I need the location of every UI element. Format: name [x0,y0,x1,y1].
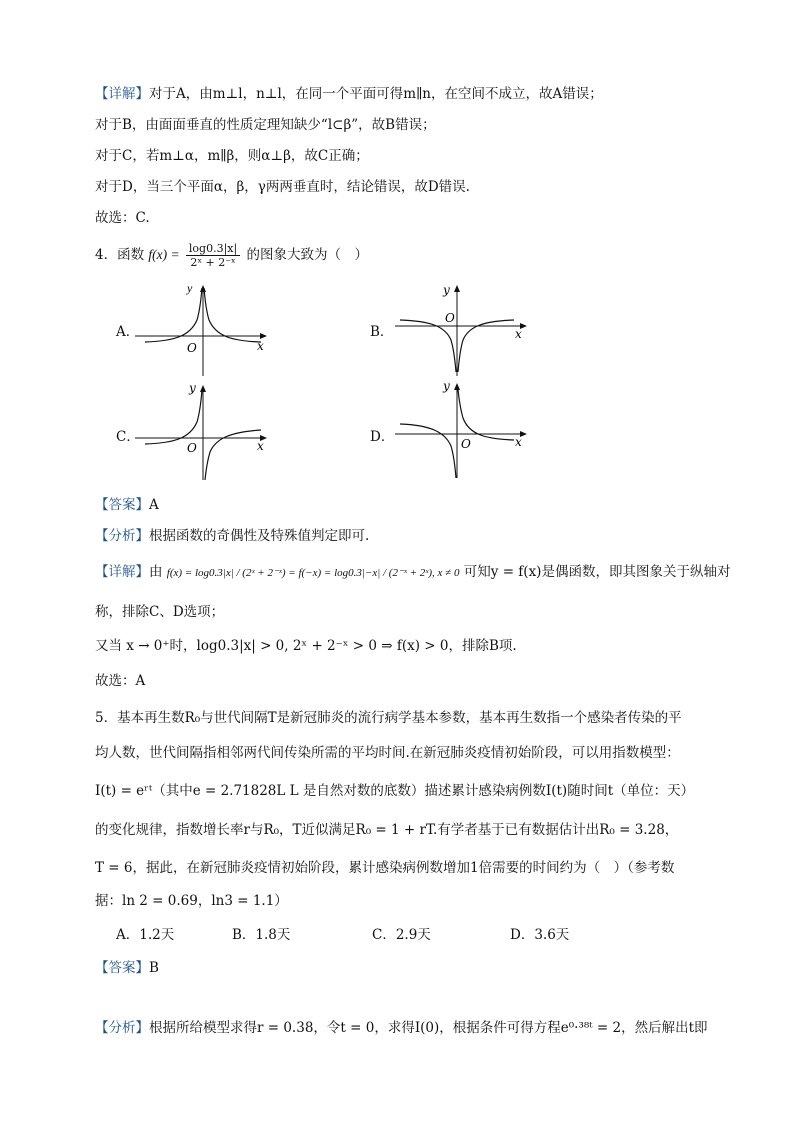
graph-b-x-label: x [515,327,522,341]
q4-fx: f(x) = [148,247,180,262]
q5-line2: 均人数，世代间隔指相邻两代间传染所需的平均时间.在新冠肺炎疫情初始阶段，可以用指数模型： [95,745,680,761]
q3-detail-line3: 对于C，若m⊥α，m∥β，则α⊥β，故C正确； [95,148,369,164]
q5-answer [95,958,159,978]
q5-option-b: B．1.8天 [232,927,291,943]
graph-c [135,380,275,485]
q4-detail-line3: 又当 x → 0⁺时，log0.3|x| > 0, 2ˣ + 2⁻ˣ > 0 ⇒ f(x) > 0，排除B项. [95,638,517,654]
q4-frac-den: 2ˣ + 2⁻ˣ [190,256,236,269]
q5-line1: 5．基本再生数R₀与世代间隔T是新冠肺炎的流行病学基本参数，基本再生数指一个感染者传染的平 [95,710,682,726]
graph-c-x-label: x [257,439,264,453]
answer-tag: 【答案】 [95,960,149,976]
graph-a-origin: O [187,341,197,355]
q3-detail-line1 [95,84,603,104]
detail-text: 对于A，由m⊥l，n⊥l，在同一个平面可得m∥n，在空间不成立，故A错误； [149,86,603,102]
option-a-label: A． [116,324,140,340]
analysis-text: 根据所给模型求得r = 0.38，令t = 0，求得I(0)，根据条件可得方程e⁰·³⁸ᵗ = 2，然后解出t即 [149,1020,708,1036]
q4-answer [95,495,159,515]
detail-tag: 【详解】 [95,564,149,580]
q3-detail-line4: 对于D，当三个平面α，β，γ两两垂直时，结论错误，故D错误. [95,179,470,195]
graph-b [395,280,535,380]
graph-b-y-label: y [443,283,450,297]
graph-b-origin: O [445,311,455,325]
graph-a [135,280,275,380]
analysis-tag: 【分析】 [95,528,149,544]
detail-text: 由 [149,564,163,580]
q5-option-a: A．1.2天 [116,927,175,943]
graph-a-x-label: x [257,339,264,353]
q4-analysis [95,526,369,546]
graph-d-origin: O [461,437,471,451]
option-c-label: C． [116,429,140,445]
q5-line4: 的变化规律，指数增长率r与R₀，T近似满足R₀ = 1 + rT.有学者基于已有数据估计出R₀ = 3.28， [95,822,679,838]
q5-option-d: D．3.6天 [510,927,570,943]
answer-value: B [149,960,159,976]
graph-d-y-label: y [443,379,450,393]
graph-c-y-label: y [189,381,196,395]
detail-equation: f(x) = log0.3|x| / (2ˣ + 2⁻ˣ) = f(−x) = log0.3|−x| / (2⁻ˣ + 2ˣ), x ≠ 0 [166,567,460,579]
q5-analysis [95,1018,708,1038]
graph-d [395,378,535,483]
q3-detail-line2: 对于B，由面面垂直的性质定理知缺少“l⊂β”，故B错误； [95,117,436,133]
q4-fraction [186,242,240,269]
q5-line6: 据：ln 2 = 0.69，ln3 = 1.1） [95,893,288,909]
graph-c-origin: O [187,441,197,455]
analysis-text: 根据函数的奇偶性及特殊值判定即可. [149,528,370,544]
answer-tag: 【答案】 [95,497,149,513]
analysis-tag: 【分析】 [95,1020,149,1036]
q3-choice: 故选：C. [95,210,150,226]
detail-tag: 【详解】 [95,86,149,102]
q5-line3: I(t) = eʳᵗ（其中e = 2.71828L L 是自然对数的底数）描述累计感染病例数I(t)随时间t（单位：天） [95,783,695,799]
q4-choice: 故选：A [95,673,146,689]
q4-prefix: 4．函数 [95,247,145,263]
graph-d-x-label: x [515,435,522,449]
answer-value: A [149,497,159,513]
graph-a-y-label: y [187,281,193,295]
q4-frac-num: log0.3|x| [186,242,240,256]
q5-line5: T = 6，据此，在新冠肺炎疫情初始阶段，累计感染病例数增加1倍需要的时间约为（ ）（参考数 [95,860,675,876]
q5-option-c: C．2.9天 [372,927,431,943]
detail-text-2: 可知y = f(x)是偶函数，即其图象关于纵轴对 [463,564,731,580]
option-b-label: B． [370,324,394,340]
q4-detail-line1 [95,562,730,583]
q4-stem [95,242,368,269]
q4-suffix: 的图象大致为（ ） [246,247,368,263]
option-d-label: D． [370,429,395,445]
q4-detail-line2: 称，排除C、D选项； [95,604,225,620]
